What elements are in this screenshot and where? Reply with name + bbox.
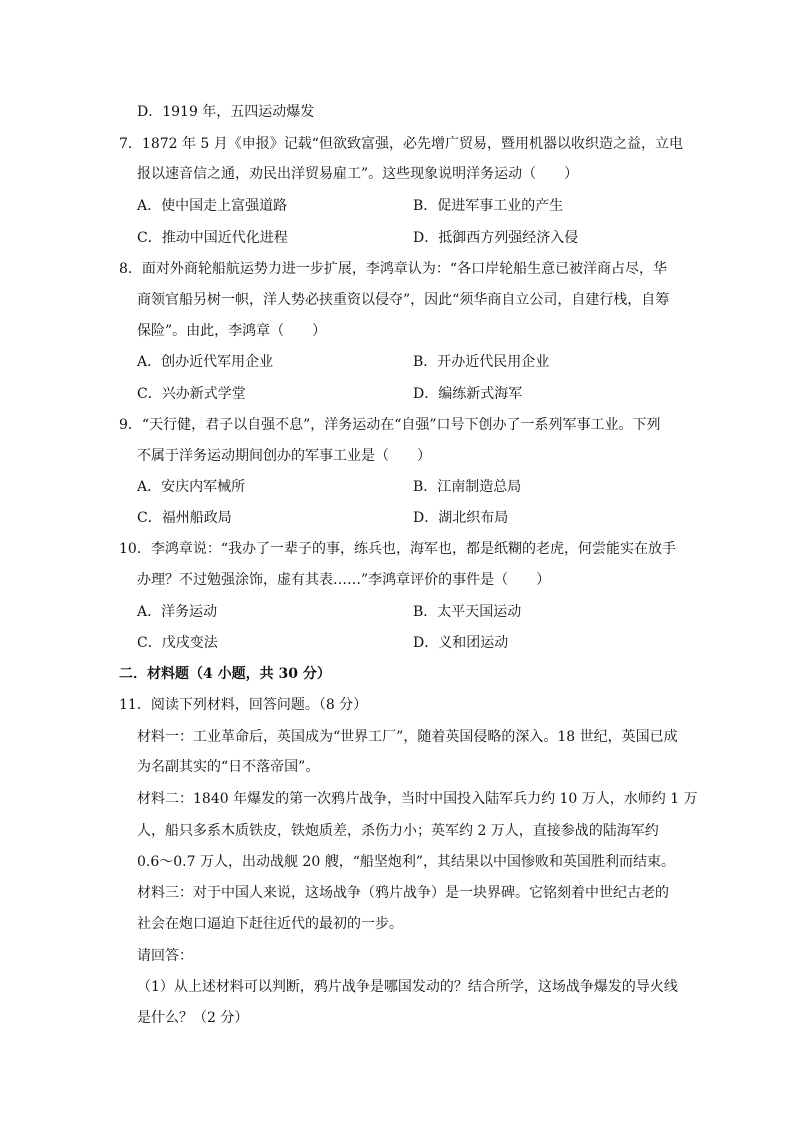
- q7-stem-line2: 报以速音信之通，劝民出洋贸易雇工”。这些现象说明洋务运动（ ）: [137, 166, 579, 182]
- q7-option-d: D．抵御西方列强经济入侵: [413, 230, 579, 246]
- q9-stem-line1: 9．“天行健，君子以自强不息”，洋务运动在“自强”口号下创办了一系列军事工业。下列: [119, 417, 661, 433]
- q9-option-b: B．江南制造总局: [413, 479, 522, 495]
- q10-option-b: B．太平天国运动: [413, 604, 522, 620]
- q9-stem-line2: 不属于洋务运动期间创办的军事工业是（ ）: [137, 448, 431, 464]
- q11-material2-line3: 0.6～0.7 万人，出动战舰 20 艘，“船坚炮利”，其结果以中国惨败和英国胜利而结束。: [137, 854, 676, 870]
- q11-material3-line1: 材料三：对于中国人来说，这场战争（鸦片战争）是一块界碑。它铭刻着中世纪古老的: [137, 885, 669, 901]
- section-heading: 二．材料题（4 小题，共 30 分）: [119, 666, 331, 682]
- q11-material2-line1: 材料二：1840 年爆发的第一次鸦片战争，当时中国投入陆军兵力约 10 万人，水师约 1 万: [137, 791, 698, 807]
- q7-option-a: A．使中国走上富强道路: [137, 198, 288, 214]
- q10-option-c: C．戊戌变法: [137, 635, 218, 651]
- q7-option-b: B．促进军事工业的产生: [413, 198, 564, 214]
- q8-option-b: B．开办近代民用企业: [413, 354, 550, 370]
- q6-option-d: D．1919 年，五四运动爆发: [137, 104, 315, 120]
- q8-option-c: C．兴办新式学堂: [137, 386, 246, 402]
- q11-material2-line2: 人，船只多系木质铁皮，铁炮质差，杀伤力小；英军约 2 万人，直接参战的陆海军约: [137, 823, 659, 839]
- q9-option-c: C．福州船政局: [137, 510, 232, 526]
- q11-material1-line2: 为名副其实的“日不落帝国”。: [137, 759, 320, 775]
- q11-please-answer: 请回答：: [137, 948, 193, 964]
- q11-material3-line2: 社会在炮口逼迫下赶往近代的最初的一步。: [137, 916, 403, 932]
- q8-stem-line2: 商领官船另树一帜，洋人势必挟重资以侵夺”，因此“须华商自立公司，自建行栈，自筹: [137, 292, 670, 308]
- q8-option-d: D．编练新式海军: [413, 386, 523, 402]
- q8-option-a: A．创办近代军用企业: [137, 354, 274, 370]
- q7-stem-line1: 7．1872 年 5 月《申报》记载“但欲致富强，必先增广贸易，暨用机器以收织造之益，立电: [119, 136, 683, 152]
- q8-stem-line3: 保险”。由此，李鸿章（ ）: [137, 323, 327, 339]
- q11-intro: 11．阅读下列材料，回答问题。（8 分）: [119, 697, 368, 713]
- q11-sub1-line2: 是什么？（2 分）: [137, 1010, 249, 1026]
- q9-option-a: A．安庆内军械所: [137, 479, 246, 495]
- q10-stem-line1: 10．李鸿章说：“我办了一辈子的事，练兵也，海军也，都是纸糊的老虎，何尝能实在放手: [119, 541, 676, 557]
- q10-stem-line2: 办理？不过勉强涂饰，虚有其表……”李鸿章评价的事件是（ ）: [137, 572, 551, 588]
- q8-stem-line1: 8．面对外商轮船航运势力进一步扩展，李鸿章认为：“各口岸轮船生意已被洋商占尽，华: [119, 261, 668, 277]
- q11-sub1-line1: （1）从上述材料可以判断，鸦片战争是哪国发动的？结合所学，这场战争爆发的导火线: [137, 979, 678, 995]
- q11-material1-line1: 材料一：工业革命后，英国成为“世界工厂”，随着英国侵略的深入。18 世纪，英国已成: [137, 729, 678, 745]
- q10-option-d: D．义和团运动: [413, 635, 509, 651]
- q9-option-d: D．湖北织布局: [413, 510, 509, 526]
- q10-option-a: A．洋务运动: [137, 604, 218, 620]
- q7-option-c: C．推动中国近代化进程: [137, 230, 288, 246]
